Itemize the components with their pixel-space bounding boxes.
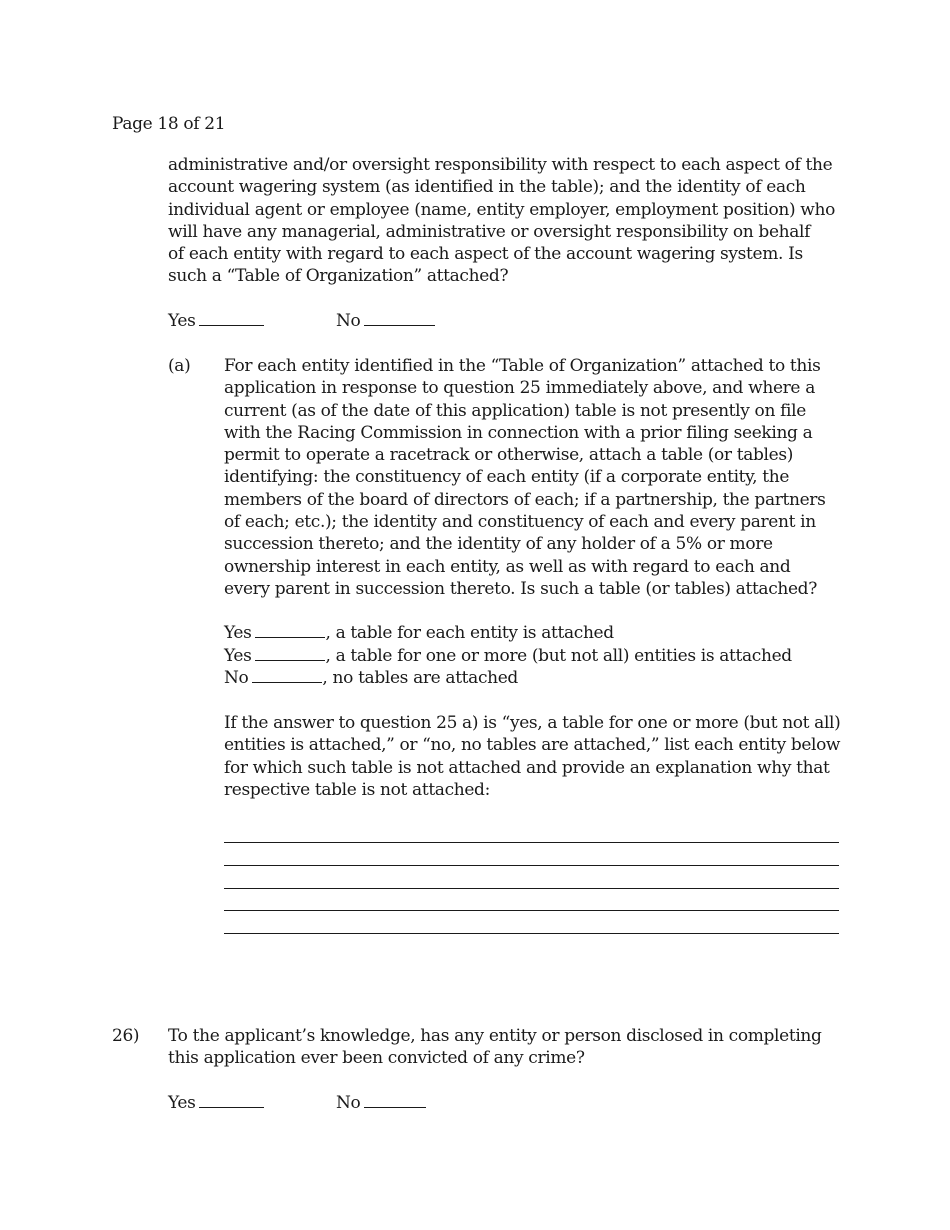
answer-line[interactable] bbox=[224, 888, 839, 889]
paragraph-line: administrative and/or oversight responsibility with respect to each aspect of the bbox=[168, 155, 833, 175]
paragraph-line: current (as of the date of this application) table is not presently on file bbox=[224, 400, 806, 421]
answer-line[interactable] bbox=[224, 910, 839, 911]
subquestion-a-followup bbox=[224, 712, 840, 801]
paragraph-line: members of the board of directors of each; if a partnership, the partners bbox=[224, 489, 826, 510]
paragraph-line: respective table is not attached: bbox=[224, 779, 490, 800]
no-label: No bbox=[336, 1093, 361, 1113]
paragraph-line: every parent in succession thereto. Is such a table (or tables) attached? bbox=[224, 578, 817, 599]
no-blank[interactable] bbox=[364, 1092, 426, 1108]
option-blank[interactable] bbox=[255, 645, 325, 661]
page-number: Page 18 of 21 bbox=[112, 114, 226, 134]
paragraph-line: entities is attached,” or “no, no tables are attached,” list each entity below bbox=[224, 735, 841, 756]
paragraph-line: succession thereto; and the identity of any holder of a 5% or more bbox=[224, 534, 773, 555]
answer-line[interactable] bbox=[224, 865, 839, 866]
question-26-text bbox=[168, 1025, 840, 1070]
yes-answer bbox=[168, 1092, 264, 1114]
option-suffix: , a table for each entity is attached bbox=[325, 623, 614, 643]
yes-answer bbox=[168, 310, 264, 332]
paragraph-line: of each entity with regard to each aspect of the account wagering system. Is bbox=[168, 244, 803, 265]
option-label: Yes bbox=[224, 645, 252, 666]
paragraph-line: of each; etc.); the identity and constituency of each and every parent in bbox=[224, 512, 816, 533]
paragraph-line: for which such table is not attached and provide an explanation why that bbox=[224, 757, 830, 778]
no-blank[interactable] bbox=[364, 310, 435, 326]
option-suffix: , a table for one or more (but not all) entities is attached bbox=[325, 645, 792, 666]
answer-line[interactable] bbox=[224, 842, 839, 843]
option-blank[interactable] bbox=[255, 622, 325, 638]
paragraph-line: individual agent or employee (name, entity employer, employment position) who bbox=[168, 199, 835, 220]
paragraph-line: If the answer to question 25 a) is “yes, a table for one or more (but not all) bbox=[224, 713, 841, 733]
paragraph-line: account wagering system (as identified in the table); and the identity of each bbox=[168, 177, 806, 198]
yes-blank[interactable] bbox=[199, 310, 264, 326]
paragraph-line: To the applicant’s knowledge, has any entity or person disclosed in completing bbox=[168, 1026, 822, 1046]
yes-label: Yes bbox=[168, 311, 196, 331]
answer-line[interactable] bbox=[224, 933, 839, 934]
paragraph-line: permit to operate a racetrack or otherwise, attach a table (or tables) bbox=[224, 445, 794, 466]
subquestion-marker: (a) bbox=[168, 356, 191, 376]
question-25-continuation bbox=[168, 154, 840, 288]
option-blank[interactable] bbox=[252, 667, 322, 683]
paragraph-line: this application ever been convicted of any crime? bbox=[168, 1048, 585, 1069]
option-no-tables bbox=[224, 667, 792, 690]
question-26-number: 26) bbox=[112, 1026, 140, 1046]
paragraph-line: with the Racing Commission in connection with a prior filing seeking a bbox=[224, 422, 813, 443]
option-all-tables bbox=[224, 622, 792, 645]
paragraph-line: will have any managerial, administrative or oversight responsibility on behalf bbox=[168, 221, 811, 242]
subquestion-a-options bbox=[224, 622, 792, 690]
paragraph-line: such a “Table of Organization” attached? bbox=[168, 266, 509, 287]
no-answer bbox=[336, 310, 435, 332]
no-answer bbox=[336, 1092, 426, 1114]
option-some-tables bbox=[224, 645, 792, 668]
paragraph-line: For each entity identified in the “Table of Organization” attached to this bbox=[224, 356, 821, 376]
yes-blank[interactable] bbox=[199, 1092, 264, 1108]
yes-label: Yes bbox=[168, 1093, 196, 1113]
paragraph-line: identifying: the constituency of each entity (if a corporate entity, the bbox=[224, 467, 790, 488]
subquestion-a-text bbox=[224, 355, 840, 600]
paragraph-line: application in response to question 25 immediately above, and where a bbox=[224, 378, 815, 399]
option-suffix: , no tables are attached bbox=[322, 668, 518, 688]
option-label: No bbox=[224, 668, 249, 688]
paragraph-line: ownership interest in each entity, as well as with regard to each and bbox=[224, 556, 791, 577]
no-label: No bbox=[336, 311, 361, 331]
option-label: Yes bbox=[224, 623, 252, 643]
